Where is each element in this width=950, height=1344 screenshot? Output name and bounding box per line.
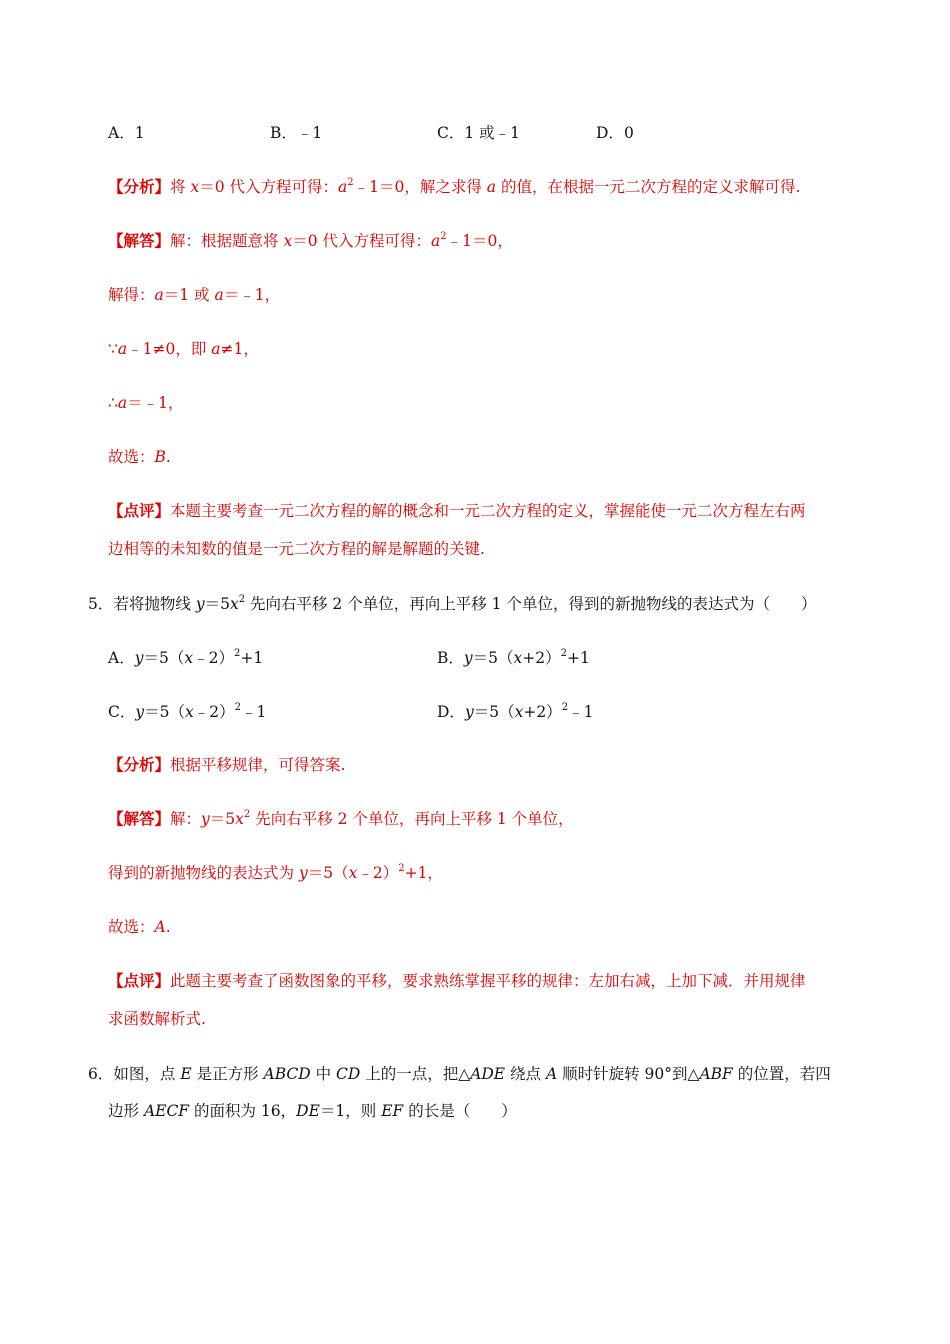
q4-option-a: A．1: [108, 124, 145, 142]
q4-comment-line2: 边相等的未知数的值是一元二次方程的解是解题的关键.: [108, 540, 485, 558]
q5-option-b: B．$y=5(x+2)^2+1$: [437, 648, 590, 667]
q5-analysis: 【分析】根据平移规律，可得答案.: [108, 755, 346, 774]
q4-step-therefore: ∴a＝﹣1，: [108, 394, 184, 412]
q4-choice: 故选：B.: [108, 448, 171, 466]
q4-option-b: B．﹣1: [270, 124, 323, 142]
q5-option-c: C．y＝5（x﹣2）$^2$﹣1: [108, 702, 267, 721]
q4-step-solve: 解得：a＝1 或 a＝﹣1，: [108, 286, 281, 304]
q4-option-d: D．0: [596, 124, 634, 142]
q6-stem-line1: 6．如图，点 E 是正方形 ABCD 中 CD 上的一点，把△ADE 绕点 A 顺时针旋转 90°到△ABF 的位置，若四: [88, 1065, 831, 1083]
q5-answer: 【解答】解：$y=5x^2$ 先向右平移 2 个单位，再向上平移 1 个单位，: [108, 809, 574, 828]
q5-comment-line2: 求函数解析式.: [108, 1010, 206, 1028]
q5-choice: 故选：A.: [108, 918, 171, 936]
q5-result: 得到的新抛物线的表达式为 y＝5（x﹣2）$^2$+1，: [108, 863, 443, 882]
q4-analysis: 【分析】将 x＝0 代入方程可得：$a^2﹣1=0$，解之求得 a 的值，在根据一元二次方程的定义求解可得.: [108, 177, 801, 196]
q5-comment-line1: 【点评】此题主要考查了函数图象的平移，要求熟练掌握平移的规律：左加右减，上加下减．并用规律: [108, 971, 806, 990]
q5-option-d: D．$y=5(x+2)^2﹣1$: [437, 702, 594, 721]
q4-option-c: C．1 或﹣1: [437, 124, 521, 142]
q4-answer: 【解答】解：根据题意将 x＝0 代入方程可得：$a^2﹣1=0$，: [108, 231, 513, 250]
q5-option-a: A．y＝5（x﹣2）$^2$+1: [108, 648, 264, 667]
q5-stem: 5．若将抛物线 $y=5x^2$ 先向右平移 2 个单位，再向上平移 1 个单位，得到的新抛物线的表达式为（ ）: [88, 594, 817, 613]
q6-stem-line2: 边形 AECF 的面积为 16，DE＝1，则 EF 的长是（ ）: [108, 1102, 517, 1120]
q4-comment-line1: 【点评】本题主要考查一元二次方程的解的概念和一元二次方程的定义，掌握能使一元二次方程左右两: [108, 501, 806, 520]
q4-step-because: ∵a﹣1≠0，即 a≠1，: [108, 340, 259, 358]
